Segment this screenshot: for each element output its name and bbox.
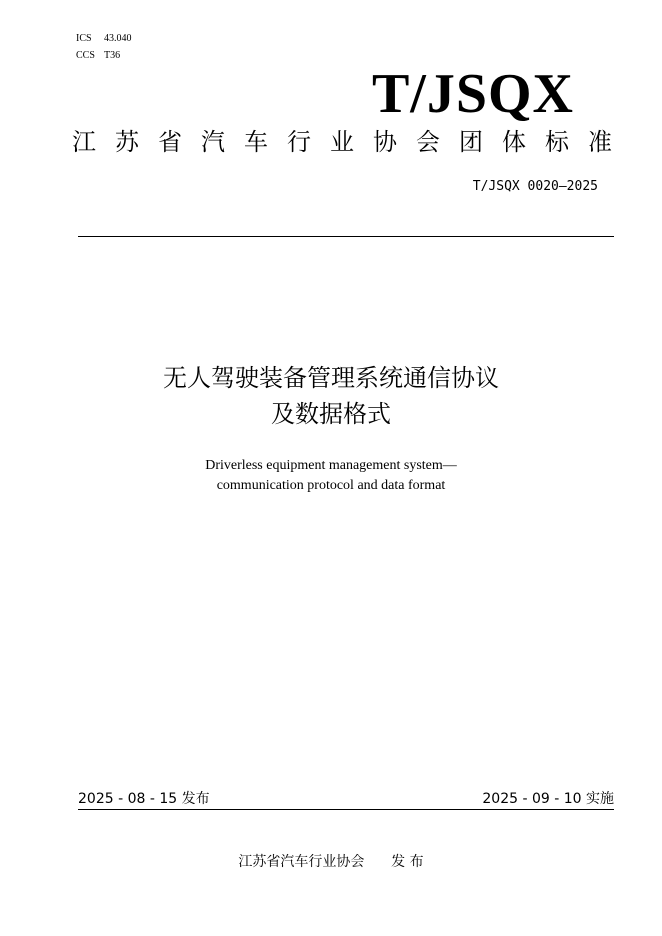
bottom-divider xyxy=(78,809,614,810)
title-en-line-1: Driverless equipment management system— xyxy=(205,458,457,473)
org-title-char: 行 xyxy=(287,128,311,156)
publisher-line xyxy=(0,852,662,872)
date-row xyxy=(78,789,614,809)
publisher-name: 江苏省汽车行业协会 xyxy=(238,854,365,870)
organization-title xyxy=(72,126,612,158)
ccs-value: T36 xyxy=(104,50,121,61)
org-title-char: 江 xyxy=(72,128,96,156)
standard-logo: T/JSQX xyxy=(371,63,574,125)
ccs-code xyxy=(76,50,120,62)
title-cn-line-1: 无人驾驶装备管理系统通信协议 xyxy=(163,364,499,392)
publish-label: 发 布 xyxy=(391,854,424,870)
standard-number: T/JSQX 0020—2025 xyxy=(472,179,598,194)
org-title-char: 协 xyxy=(373,128,397,156)
org-title-char: 车 xyxy=(244,128,268,156)
implementation-date: 2025 - 09 - 10 实施 xyxy=(482,791,614,807)
document-title-chinese xyxy=(0,360,662,432)
org-title-char: 汽 xyxy=(201,128,225,156)
org-title-char: 苏 xyxy=(115,128,139,156)
org-title-char: 会 xyxy=(416,128,440,156)
org-title-char: 业 xyxy=(330,128,354,156)
org-title-char: 标 xyxy=(545,128,569,156)
top-divider xyxy=(78,236,614,237)
org-title-char: 团 xyxy=(459,128,483,156)
ics-value: 43.040 xyxy=(104,33,132,44)
ics-code xyxy=(76,33,132,45)
org-title-char: 准 xyxy=(588,128,612,156)
org-title-char: 体 xyxy=(502,128,526,156)
ics-label: ICS xyxy=(76,33,92,44)
title-en-line-2: communication protocol and data format xyxy=(216,478,446,493)
title-cn-line-2: 及数据格式 xyxy=(271,400,391,428)
issue-date: 2025 - 08 - 15 发布 xyxy=(78,791,210,807)
ccs-label: CCS xyxy=(76,50,95,61)
document-title-english xyxy=(0,456,662,496)
org-title-char: 省 xyxy=(158,128,182,156)
